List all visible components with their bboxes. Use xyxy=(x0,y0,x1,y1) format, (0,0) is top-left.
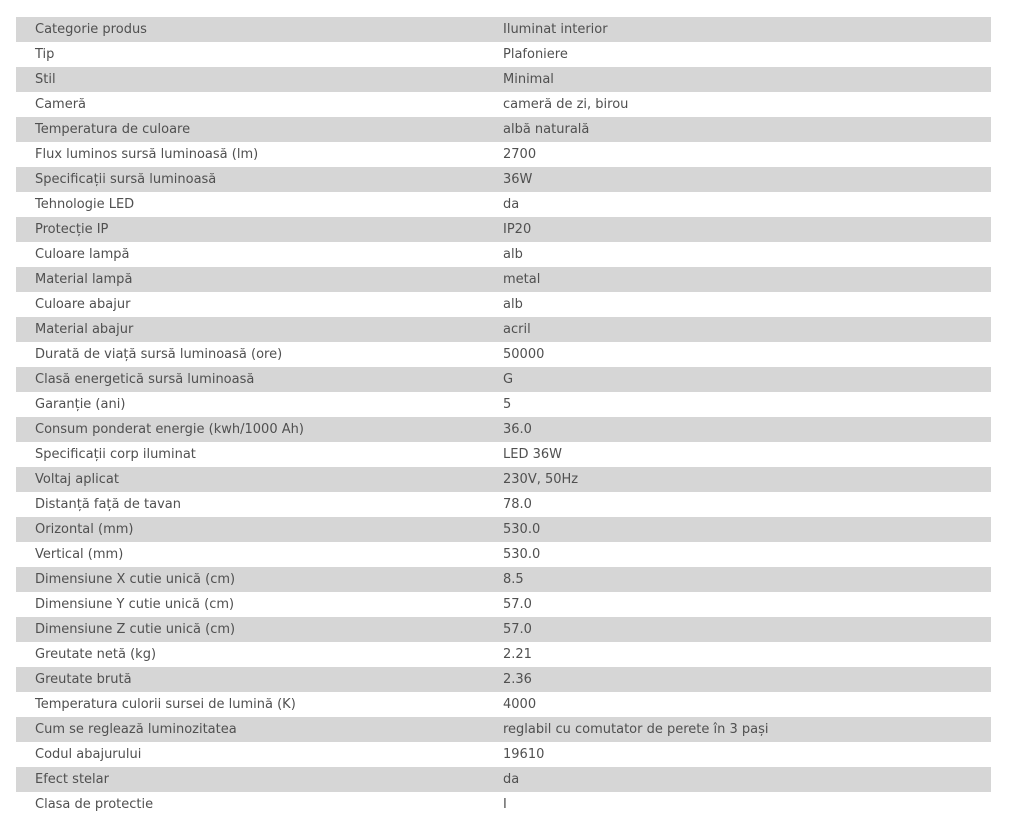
spec-value: 78.0 xyxy=(503,497,532,512)
spec-value: Iluminat interior xyxy=(503,22,608,37)
spec-value: 36.0 xyxy=(503,422,532,437)
spec-label: Greutate brută xyxy=(35,672,132,687)
spec-value: IP20 xyxy=(503,222,532,237)
spec-row xyxy=(16,342,991,367)
spec-label: Cum se reglează luminozitatea xyxy=(35,722,237,737)
spec-row xyxy=(16,317,991,342)
spec-value: 530.0 xyxy=(503,522,541,537)
spec-label: Vertical (mm) xyxy=(35,547,124,562)
spec-value: 57.0 xyxy=(503,622,532,637)
spec-label: Tip xyxy=(35,47,55,62)
spec-value: albă naturală xyxy=(503,122,590,137)
spec-label: Dimensiune X cutie unică (cm) xyxy=(35,572,236,587)
spec-label: Cameră xyxy=(35,97,87,112)
spec-label: Efect stelar xyxy=(35,772,109,787)
spec-label: Codul abajurului xyxy=(35,747,142,762)
spec-label: Culoare abajur xyxy=(35,297,131,312)
spec-value: G xyxy=(503,372,514,387)
spec-label: Material lampă xyxy=(35,272,133,287)
spec-label: Clasă energetică sursă luminoasă xyxy=(35,372,255,387)
spec-value: 230V, 50Hz xyxy=(503,472,579,487)
spec-value: da xyxy=(503,772,520,787)
spec-row xyxy=(16,367,991,392)
spec-row xyxy=(16,142,991,167)
spec-value: Minimal xyxy=(503,72,554,87)
spec-row xyxy=(16,117,991,142)
spec-value: 8.5 xyxy=(503,572,524,587)
spec-label: Temperatura culorii sursei de lumină (K) xyxy=(35,697,296,712)
spec-row xyxy=(16,567,991,592)
spec-value: I xyxy=(503,797,507,812)
spec-row xyxy=(16,617,991,642)
spec-label: Durată de viață sursă luminoasă (ore) xyxy=(35,347,283,362)
spec-row xyxy=(16,517,991,542)
spec-value: 50000 xyxy=(503,347,545,362)
spec-label: Clasa de protectie xyxy=(35,797,154,812)
spec-value: 36W xyxy=(503,172,533,187)
spec-label: Culoare lampă xyxy=(35,247,130,262)
spec-value: 19610 xyxy=(503,747,545,762)
spec-row xyxy=(16,742,991,767)
spec-row xyxy=(16,92,991,117)
spec-label: Consum ponderat energie (kwh/1000 Ah) xyxy=(35,422,304,437)
spec-value: metal xyxy=(503,272,541,287)
spec-row xyxy=(16,692,991,717)
spec-value: alb xyxy=(503,297,523,312)
spec-row xyxy=(16,17,991,42)
spec-row xyxy=(16,392,991,417)
spec-label: Garanție (ani) xyxy=(35,397,126,412)
spec-label: Protecție IP xyxy=(35,222,109,237)
spec-row xyxy=(16,792,991,817)
spec-label: Distanță față de tavan xyxy=(35,497,181,512)
spec-value: alb xyxy=(503,247,523,262)
spec-value: 57.0 xyxy=(503,597,532,612)
spec-label: Specificații sursă luminoasă xyxy=(35,172,217,187)
spec-value: 2700 xyxy=(503,147,537,162)
spec-label: Stil xyxy=(35,72,56,87)
spec-label: Flux luminos sursă luminoasă (lm) xyxy=(35,147,259,162)
spec-row xyxy=(16,67,991,92)
spec-value: acril xyxy=(503,322,531,337)
spec-row xyxy=(16,267,991,292)
spec-value: 5 xyxy=(503,397,512,412)
spec-value: cameră de zi, birou xyxy=(503,97,629,112)
spec-label: Orizontal (mm) xyxy=(35,522,134,537)
spec-value: 2.21 xyxy=(503,647,532,662)
spec-row xyxy=(16,292,991,317)
spec-label: Specificații corp iluminat xyxy=(35,447,196,462)
spec-value: 2.36 xyxy=(503,672,532,687)
spec-row xyxy=(16,492,991,517)
spec-row xyxy=(16,667,991,692)
spec-label: Categorie produs xyxy=(35,22,147,37)
spec-label: Greutate netă (kg) xyxy=(35,647,157,662)
spec-row xyxy=(16,192,991,217)
spec-label: Tehnologie LED xyxy=(35,197,135,212)
spec-value: da xyxy=(503,197,520,212)
spec-label: Material abajur xyxy=(35,322,134,337)
spec-row xyxy=(16,717,991,742)
specifications-table xyxy=(16,17,991,817)
spec-value: reglabil cu comutator de perete în 3 pași xyxy=(503,722,769,737)
spec-row xyxy=(16,542,991,567)
spec-row xyxy=(16,242,991,267)
spec-value: 530.0 xyxy=(503,547,541,562)
spec-row xyxy=(16,417,991,442)
spec-row xyxy=(16,592,991,617)
spec-row xyxy=(16,217,991,242)
spec-label: Dimensiune Z cutie unică (cm) xyxy=(35,622,236,637)
spec-row xyxy=(16,642,991,667)
spec-value: Plafoniere xyxy=(503,47,568,62)
spec-row xyxy=(16,442,991,467)
spec-row xyxy=(16,167,991,192)
spec-value: 4000 xyxy=(503,697,537,712)
spec-label: Temperatura de culoare xyxy=(35,122,191,137)
spec-label: Voltaj aplicat xyxy=(35,472,119,487)
spec-label: Dimensiune Y cutie unică (cm) xyxy=(35,597,235,612)
spec-row xyxy=(16,767,991,792)
spec-value: LED 36W xyxy=(503,447,562,462)
spec-row xyxy=(16,42,991,67)
spec-row xyxy=(16,467,991,492)
